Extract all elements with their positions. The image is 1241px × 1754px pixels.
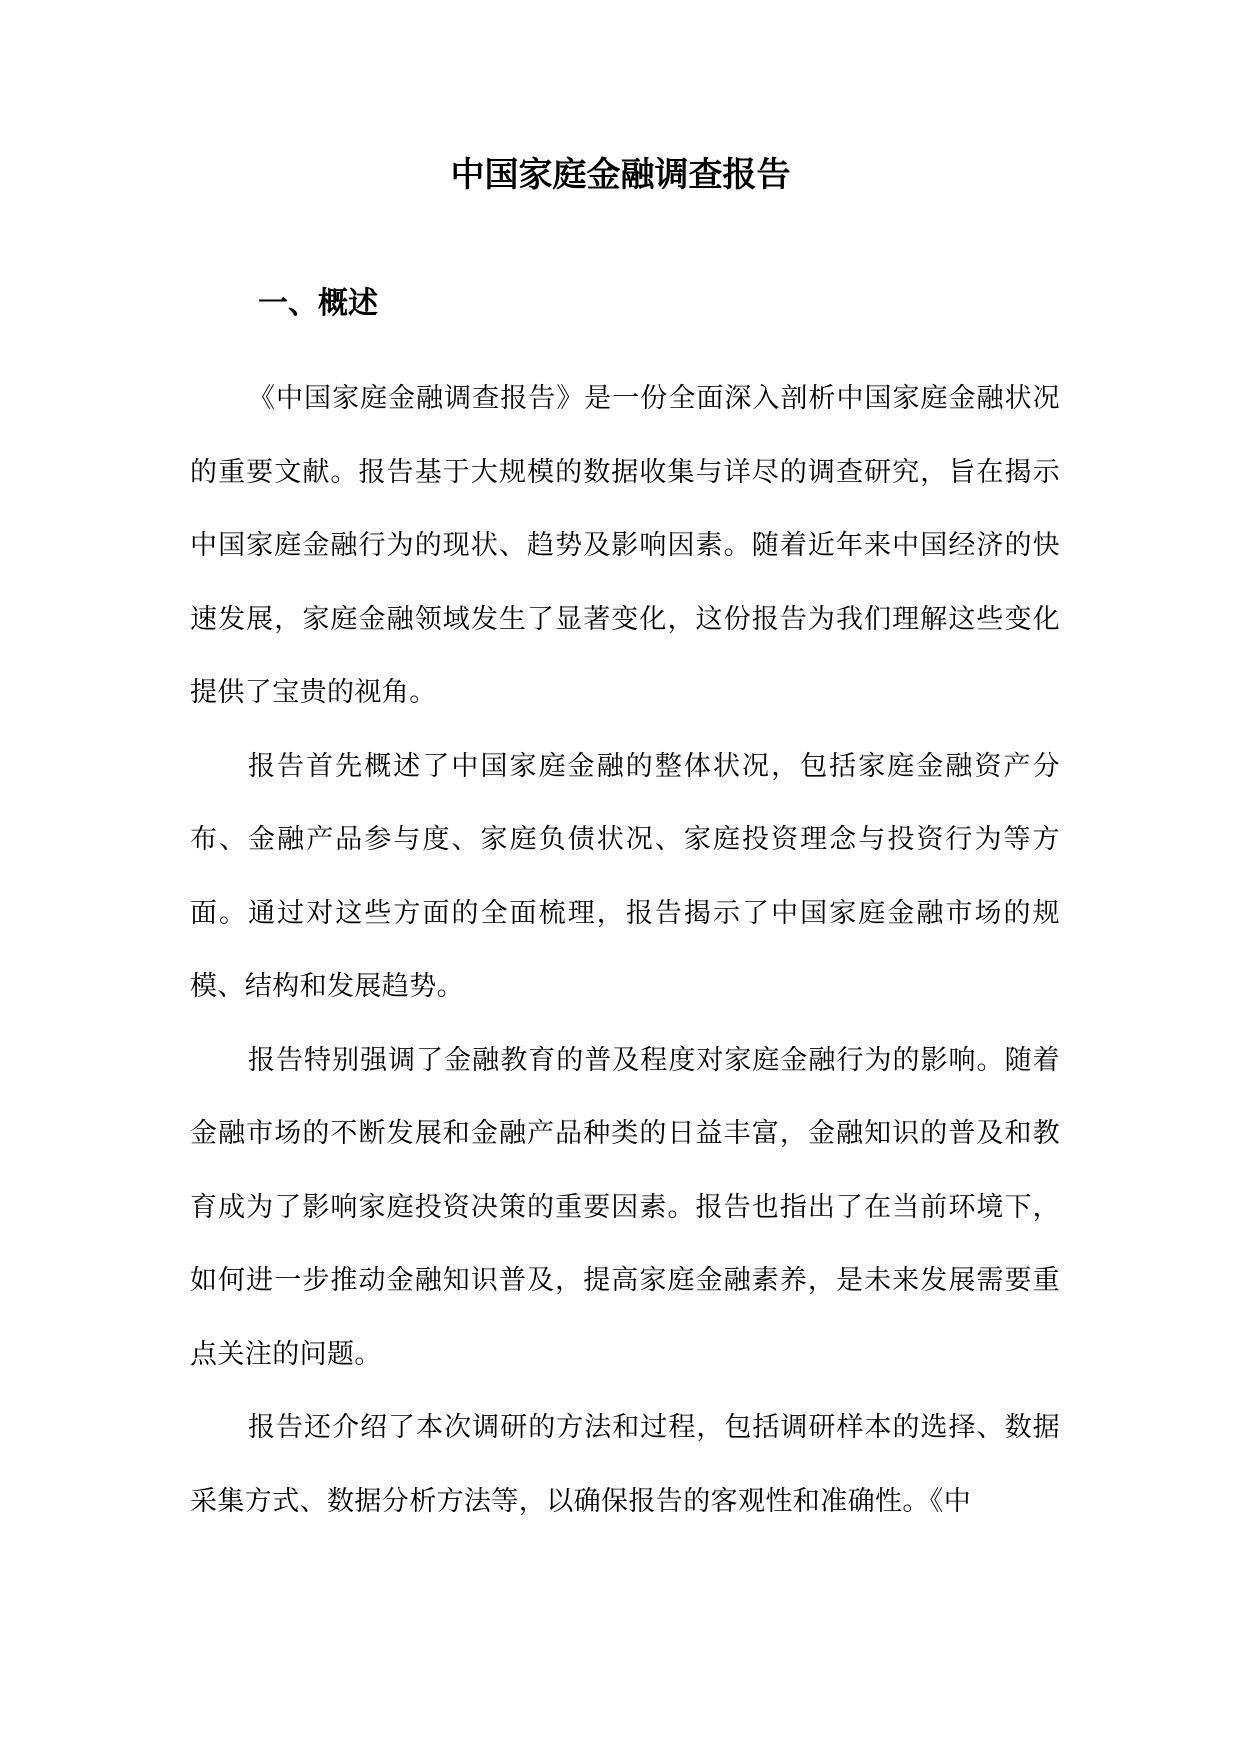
section-body <box>190 362 1060 1538</box>
section-heading: 一、概述 <box>258 286 378 321</box>
paragraph-2: 报告首先概述了中国家庭金融的整体状况，包括家庭金融资产分布、金融产品参与度、家庭负债状况、家庭投资理念与投资行为等方面。通过对这些方面的全面梳理，报告揭示了中国家庭金融市场的规模、结构和发展趋势。 <box>190 750 1060 1002</box>
paragraph-1: 《中国家庭金融调查报告》是一份全面深入剖析中国家庭金融状况的重要文献。报告基于大规模的数据收集与详尽的调查研究，旨在揭示中国家庭金融行为的现状、趋势及影响因素。随着近年来中国经济的快速发展，家庭金融领域发生了显著变化，这份报告为我们理解这些变化提供了宝贵的视角。 <box>190 383 1060 708</box>
paragraph-3: 报告特别强调了金融教育的普及程度对家庭金融行为的影响。随着金融市场的不断发展和金融产品种类的日益丰富，金融知识的普及和教育成为了影响家庭投资决策的重要因素。报告也指出了在当前环境下，如何进一步推动金融知识普及，提高家庭金融素养，是未来发展需要重点关注的问题。 <box>190 1044 1060 1370</box>
page-title: 中国家庭金融调查报告 <box>450 155 791 195</box>
paragraph-4: 报告还介绍了本次调研的方法和过程，包括调研样本的选择、数据采集方式、数据分析方法等，以确保报告的客观性和准确性。《中 <box>190 1412 1060 1517</box>
